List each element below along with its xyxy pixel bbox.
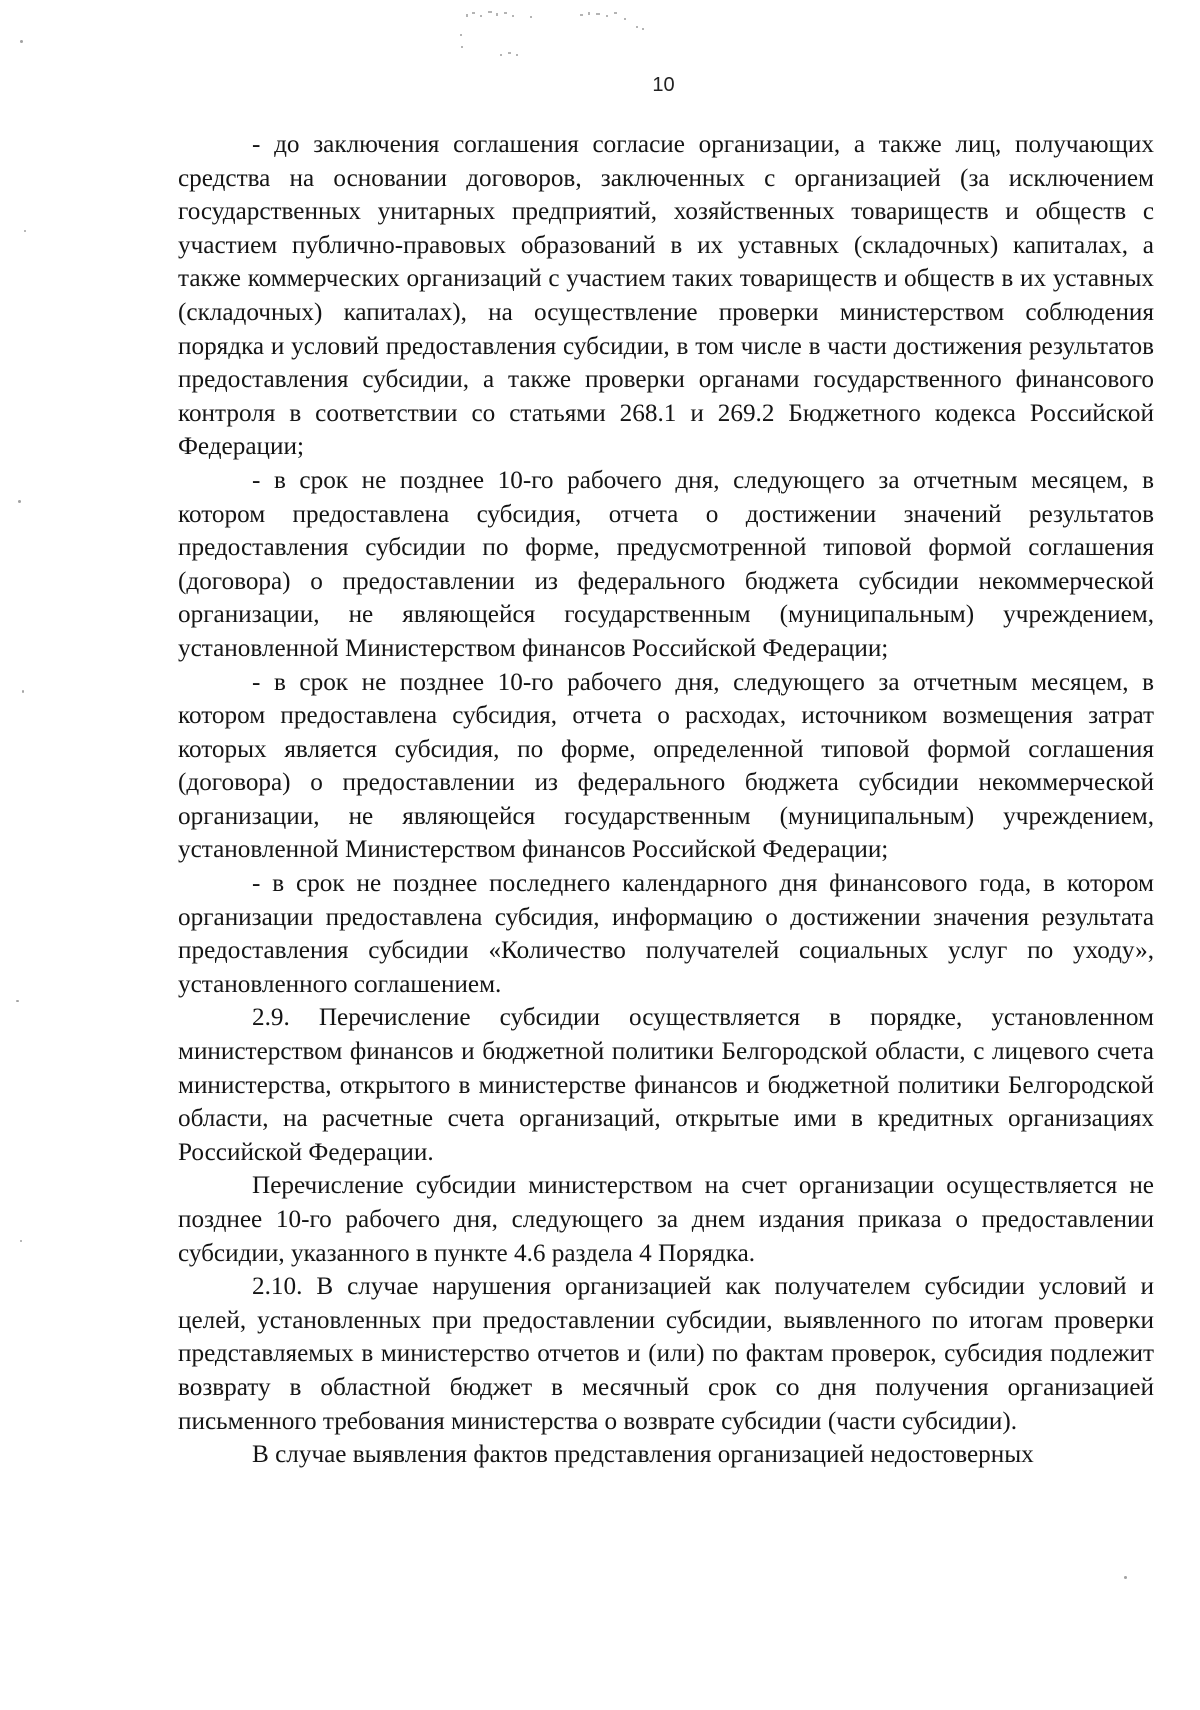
paragraph-consent: - до заключения соглашения согласие организации, а также лиц, получающих средства на основании договоров, заключенных с организацией (за исключением государственных унитарных предприятий, хозяйственных товариществ и обществ с участием публично-правовых образований в их уставных (складочных) капиталах, а также коммерческих организаций с участием таких товариществ и обществ в их уставных (складочных) капиталах), на осуществление проверки министерством соблюдения порядка и условий предоставления субсидии, в том числе в части достижения результатов предоставления субсидии, а также проверки органами государственного финансового контроля в соответствии со статьями 268.1 и 269.2 Бюджетного кодекса Российской Федерации; — [178, 131, 1154, 461]
paragraph-transfer-term: Перечисление субсидии министерством на счет организации осуществляется не позднее 10-го рабочего дня, следующего за днем издания приказа о предоставлении субсидии, указанного в пункте 4.6 раздела 4 Порядка. — [178, 1172, 1154, 1267]
scan-speck — [24, 230, 26, 232]
paragraph-2-10: 2.10. В случае нарушения организацией как получателем субсидии условий и целей, установленных при предоставлении субсидии, выявленного по итогам проверки представляемых в министерство отчетов и (или) по фактам проверок, субсидия подлежит возврату в областной бюджет в месячный срок со дня получения организацией письменного требования министерства о возврате субсидии (части субсидии). — [178, 1273, 1154, 1435]
scan-speck — [18, 500, 21, 503]
scan-speck — [22, 690, 24, 693]
paragraph-2-9: 2.9. Перечисление субсидии осуществляется в порядке, установленном министерством финансов и бюджетной политики Белгородской области, с лицевого счета министерства, открытого в министерстве финансов и бюджетной политики Белгородской области, на расчетные счета организаций, открытые ими в кредитных организациях Российской Федерации. — [178, 1004, 1154, 1166]
scan-speck — [1124, 1576, 1127, 1579]
paragraph-unreliable-data: В случае выявления фактов представления организацией недостоверных — [252, 1441, 1034, 1469]
paragraph-result-information: - в срок не позднее последнего календарного дня финансового года, в котором организации предоставлена субсидия, информацию о достижении значения результата предоставления субсидии «Количество получателей социальных услуг по уходу», установленного соглашением. — [178, 870, 1154, 998]
page-number: 10 — [652, 74, 675, 96]
paragraph-results-report: - в срок не позднее 10-го рабочего дня, следующего за отчетным месяцем, в котором предоставлена субсидия, отчета о достижении значений результатов предоставления субсидии по форме, предусмотренной типовой формой соглашения (договора) о предоставлении из федерального бюджета субсидии некоммерческой организации, не являющейся государственным (муниципальным) учреждением, установленной Министерством финансов Российской Федерации; — [178, 466, 1154, 662]
paragraph-expenses-report: - в срок не позднее 10-го рабочего дня, следующего за отчетным месяцем, в котором предоставлена субсидия, отчета о расходах, источником возмещения затрат которых является субсидия, по форме, определенной типовой формой соглашения (договора) о предоставлении из федерального бюджета субсидии некоммерческой организации, не являющейся государственным (муниципальным) учреждением, установленной Министерством финансов Российской Федерации; — [178, 668, 1154, 864]
scan-speck — [16, 1000, 19, 1002]
scan-speck — [20, 1240, 22, 1242]
scan-speck — [20, 40, 23, 43]
document-body — [178, 128, 1154, 1472]
scan-noise-top — [460, 6, 770, 66]
